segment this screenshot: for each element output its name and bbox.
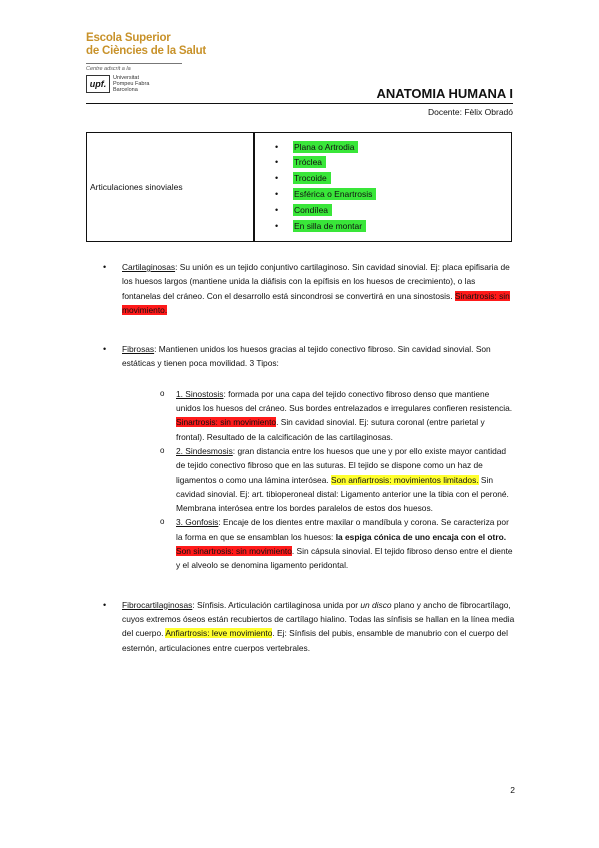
spacer bbox=[103, 573, 515, 598]
joint-type-list bbox=[275, 140, 511, 235]
header-divider bbox=[86, 103, 513, 104]
spacer bbox=[103, 317, 515, 342]
teacher-name: Docente: Fèlix Obradó bbox=[427, 107, 513, 117]
upf-name-line1: Universitat bbox=[113, 75, 139, 81]
section-text: : Su unión es un tejido conjuntivo cartilaginoso. Sin cavidad sinovial. Ej: placa epifisaria de los huesos largos (mantiene unida la diáfisis con la epífisis en los huesos de crecimiento), o las fontanelas del cráneo. Con el desarrollo está sincondrosi se convertirá en una sinostosis. bbox=[122, 262, 510, 301]
highlight-red: Sinartrosis: sin movimiento bbox=[176, 417, 277, 428]
subtype-sindesmosis bbox=[160, 444, 515, 515]
circle-bullet-icon: o bbox=[160, 445, 165, 455]
circle-bullet-icon: o bbox=[160, 388, 165, 398]
bullet-icon: • bbox=[103, 344, 107, 355]
subtype-bold-text: la espiga cónica de uno encaja con el otro. bbox=[335, 531, 507, 542]
upf-name-line2: Pompeu Fabra bbox=[113, 81, 150, 87]
joint-type-label: Trocoide bbox=[293, 172, 331, 184]
table-label-cell: Articulaciones sinoviales bbox=[87, 133, 255, 242]
subtype-text-after: Sin cavidad sinovial. Ej: art. tibioperoneal distal: Ligamento anterior une la tibia con el peroné. Membrana interósea entre los bordes paralelos de estos dos huesos. bbox=[176, 474, 509, 514]
upf-name bbox=[113, 75, 149, 93]
notes-body bbox=[103, 260, 515, 655]
section-fibrocartilaginosas bbox=[103, 598, 515, 655]
page-number: 2 bbox=[510, 785, 515, 795]
joint-type-label: Tróclea bbox=[293, 156, 326, 168]
section-cartilaginosas bbox=[103, 260, 515, 317]
school-name-line2: de Ciències de la Salut bbox=[86, 45, 207, 57]
highlight-yellow: Anfiartrosis: leve movimiento bbox=[165, 628, 273, 639]
section-text-after: . Ej: Sínfisis del pubis, ensamble de manubrio con el cuerpo del esternón, articulaciones entre cuerpos vertebrales. bbox=[122, 628, 508, 653]
section-italic-text: un disco bbox=[360, 599, 392, 610]
school-logo bbox=[86, 32, 207, 93]
synovial-joints-table bbox=[86, 132, 512, 242]
upf-name-line3: Barcelona bbox=[113, 87, 138, 93]
highlight-red: Son sinartrosis: sin movimiento bbox=[176, 546, 292, 557]
school-name-line1: Escola Superior bbox=[86, 32, 171, 44]
list-item bbox=[275, 187, 511, 203]
list-item bbox=[275, 171, 511, 187]
highlight-red: Sinartrosis: sin movimiento. bbox=[122, 290, 510, 315]
subtype-text-after: . Sin cavidad sinovial. Ej: sutura coronal (entre parietal y frontal). Resultado de la calcificación de las cartilaginosas. bbox=[176, 417, 485, 442]
section-text: plano y ancho de fibrocartílago, cuyos extremos óseos están recubiertos de cartílago hialino. Todas las sínfisis se hallan en la línea media del cuerpo. bbox=[122, 599, 515, 639]
table-row bbox=[87, 133, 512, 242]
course-title: ANATOMIA HUMANA I bbox=[376, 86, 513, 101]
subtype-sinostosis bbox=[160, 387, 515, 444]
section-fibrosas bbox=[103, 342, 515, 572]
circle-bullet-icon: o bbox=[160, 517, 165, 527]
list-item bbox=[275, 203, 511, 219]
joint-type-label: Condílea bbox=[293, 204, 332, 216]
subtype-text: : formada por una capa del tejido conectivo fibroso denso que mantiene unidos los huesos del cráneo. Sus bordes entrelazados e irregulares confieren resistencia. bbox=[176, 388, 513, 414]
section-text: : Sínfisis. Articulación cartilaginosa unida por bbox=[192, 599, 361, 610]
list-item bbox=[275, 155, 511, 171]
joint-type-label: En silla de montar bbox=[293, 220, 366, 232]
bullet-icon: • bbox=[103, 599, 107, 610]
bullet-icon: • bbox=[103, 262, 107, 272]
subtype-gonfosis bbox=[160, 515, 515, 572]
affiliation-text: Centre adscrit a la bbox=[86, 66, 131, 72]
subtype-text-after: . Sin cápsula sinovial. El tejido fibroso denso entre el diente y el alveolo se denomina ligamento peridontal. bbox=[176, 546, 513, 571]
subtype-text: : Encaje de los dientes entre maxilar o mandíbula y corona. Se caracteriza por la forma en que se ensamblan los huesos: bbox=[176, 517, 509, 542]
list-item bbox=[275, 140, 511, 156]
subtype-text: : gran distancia entre los huesos que une y por ello existe mayor cantidad de tejido conectivo fibroso que en las suturas. El tejido se dispone como un haz de ligamentos o como una lámina interósea. bbox=[176, 445, 507, 485]
list-item bbox=[275, 219, 511, 235]
section-text: : Mantienen unidos los huesos gracias al tejido conectivo fibroso. Sin cavidad sinovial. Son estáticas y tienen poca movilidad. 3 Tipos: bbox=[122, 344, 491, 369]
upf-logo bbox=[86, 75, 196, 93]
table-types-cell bbox=[254, 133, 512, 242]
section-term: Cartilaginosas bbox=[122, 262, 176, 272]
section-term: Fibrocartilaginosas bbox=[122, 599, 193, 610]
subtype-term: 1. Sinostosis bbox=[176, 388, 224, 399]
fibrosas-subtypes bbox=[160, 387, 515, 573]
subtype-term: 3. Gonfosis bbox=[176, 517, 219, 528]
joint-type-label: Esférica o Enartrosis bbox=[293, 188, 376, 200]
logo-divider bbox=[86, 63, 182, 64]
joint-type-label: Plana o Artrodia bbox=[293, 141, 358, 153]
highlight-yellow: Son anfiartrosis: movimientos limitados. bbox=[331, 474, 479, 485]
upf-mark: upf. bbox=[86, 75, 110, 93]
section-term: Fibrosas bbox=[122, 344, 155, 355]
subtype-term: 2. Sindesmosis bbox=[176, 445, 233, 456]
